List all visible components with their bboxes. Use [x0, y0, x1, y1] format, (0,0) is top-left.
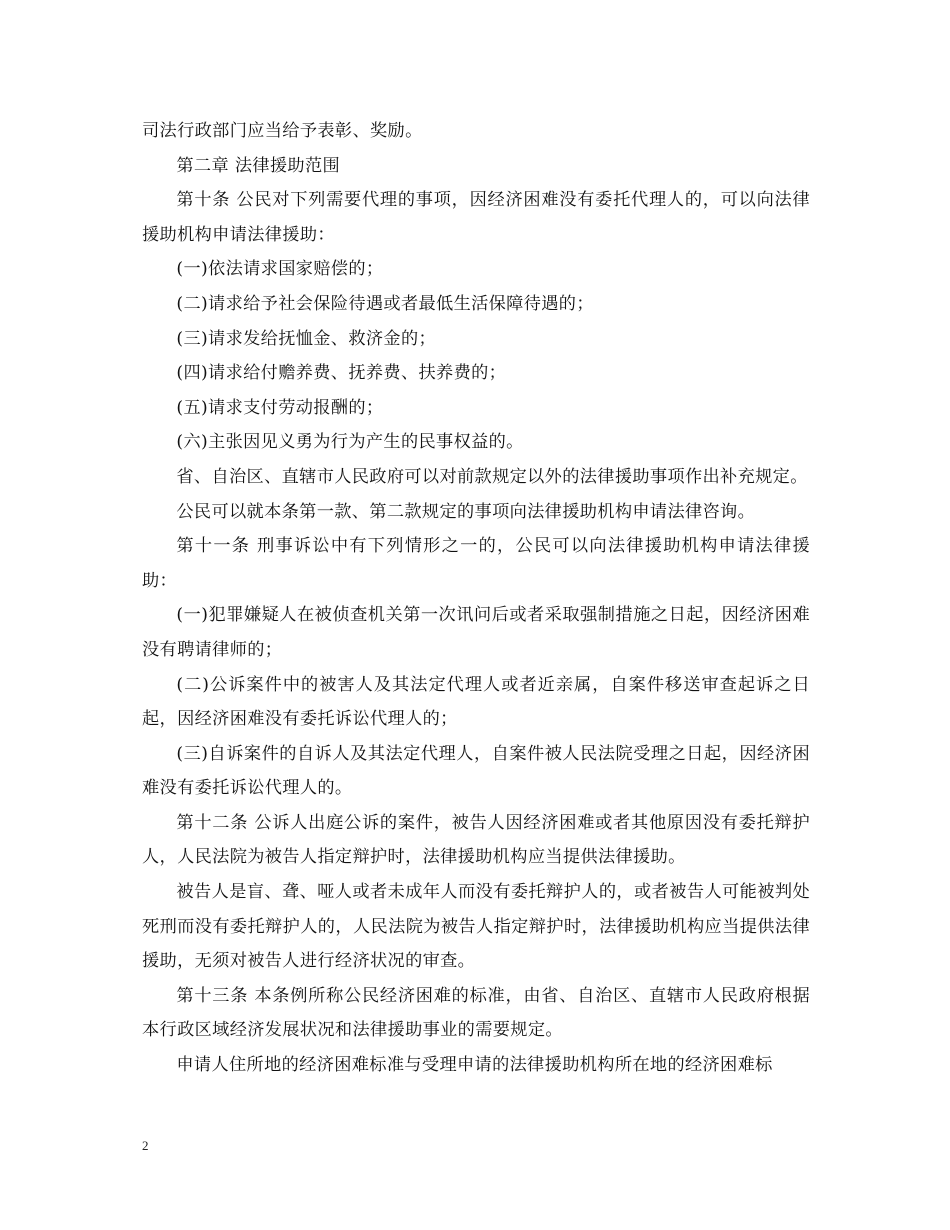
paragraph: 省、自治区、直辖市人民政府可以对前款规定以外的法律援助事项作出补充规定。 [176, 466, 808, 487]
paragraph: (三)自诉案件的自诉人及其法定代理人，自案件被人民法院受理之日起，因经济困难没有委托诉讼代理人的。 [142, 743, 810, 799]
paragraph: 第十三条 本条例所称公民经济困难的标准，由省、自治区、直辖市人民政府根据本行政区域经济发展状况和法律援助事业的需要规定。 [142, 985, 810, 1041]
paragraph: (一)依法请求国家赔偿的； [176, 259, 384, 280]
paragraph: (二)请求给予社会保险待遇或者最低生活保障待遇的； [176, 293, 594, 314]
paragraph: 公民可以就本条第一款、第二款规定的事项向法律援助机构申请法律咨询。 [176, 501, 756, 522]
paragraph: (四)请求给付赡养费、抚养费、扶养费的； [176, 363, 507, 384]
paragraph: (二)公诉案件中的被害人及其法定代理人或者近亲属，自案件移送审查起诉之日起，因经济困难没有委托诉讼代理人的； [142, 674, 810, 730]
document-body [142, 114, 810, 1083]
paragraph: 第十二条 公诉人出庭公诉的案件，被告人因经济困难或者其他原因没有委托辩护人，人民法院为被告人指定辩护时，法律援助机构应当提供法律援助。 [142, 812, 810, 868]
paragraph: (五)请求支付劳动报酬的； [176, 397, 384, 418]
paragraph: 第十条 公民对下列需要代理的事项，因经济困难没有委托代理人的，可以向法律援助机构申请法律援助： [142, 190, 810, 245]
paragraph: 第二章 法律援助范围 [176, 155, 341, 176]
paragraph: (三)请求发给抚恤金、救济金的； [176, 328, 437, 349]
paragraph: (一)犯罪嫌疑人在被侦查机关第一次讯问后或者采取强制措施之日起，因经济困难没有聘请律师的； [142, 605, 810, 660]
page-number: 2 [142, 1138, 149, 1153]
paragraph: (六)主张因见义勇为行为产生的民事权益的。 [176, 432, 524, 453]
paragraph: 被告人是盲、聋、哑人或者未成年人而没有委托辩护人的，或者被告人可能被判处死刑而没有委托辩护人的，人民法院为被告人指定辩护时，法律援助机构应当提供法律援助，无须对被告人进行经济状况的审查。 [142, 882, 810, 972]
paragraph: 申请人住所地的经济困难标准与受理申请的法律援助机构所在地的经济困难标 [176, 1055, 773, 1076]
paragraph: 司法行政部门应当给予表彰、奖励。 [142, 121, 423, 141]
paragraph: 第十一条 刑事诉讼中有下列情形之一的，公民可以向法律援助机构申请法律援助： [142, 536, 810, 591]
